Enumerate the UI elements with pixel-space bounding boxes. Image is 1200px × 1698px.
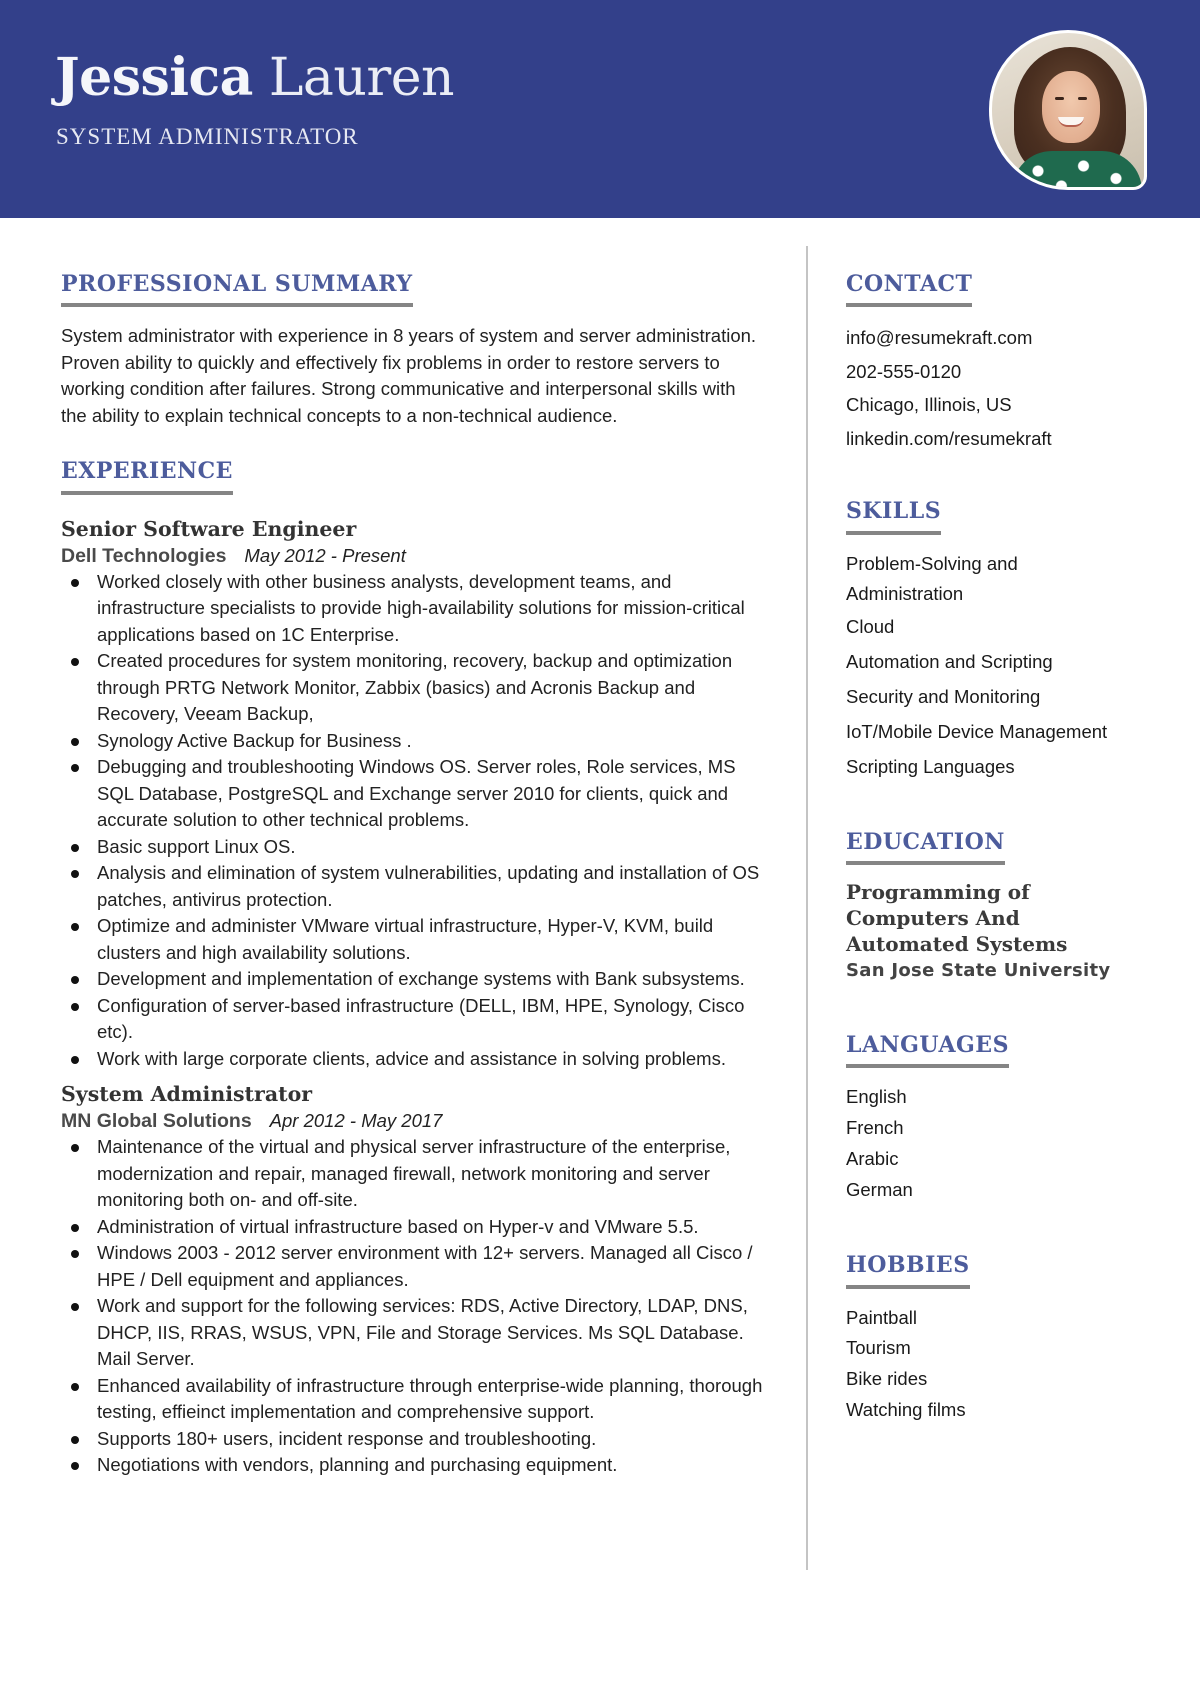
contact-heading: CONTACT: [846, 272, 972, 307]
bullet-item: Basic support Linux OS.: [61, 834, 773, 861]
skill-item: Cloud: [846, 615, 895, 637]
job-bullets: [61, 1134, 781, 1479]
education-heading: EDUCATION: [846, 830, 1005, 865]
bullet-item: Supports 180+ users, incident response and troubleshooting.: [61, 1426, 773, 1453]
hobby-item: Watching films: [846, 1399, 966, 1421]
education-degree: Programming of Computers And Automated Systems: [846, 879, 1068, 956]
bullet-item: Windows 2003 - 2012 server environment with 12+ servers. Managed all Cisco / HPE / Dell equipment and appliances.: [61, 1240, 773, 1293]
skill-item: Security and Monitoring: [846, 685, 1041, 707]
photo-face: [1042, 71, 1100, 143]
skill-item: Automation and Scripting: [846, 650, 1053, 672]
job-dates: Apr 2012 - May 2017: [269, 1110, 443, 1132]
job-company: MN Global Solutions: [61, 1110, 252, 1133]
job-entry-title: Senior Software Engineer: [61, 516, 357, 541]
language-item: French: [846, 1116, 904, 1138]
contact-email[interactable]: info@resumekraft.com: [846, 327, 1033, 349]
job-entry: [61, 515, 781, 1073]
hobbies-section: [846, 1205, 1176, 1425]
bullet-item: Worked closely with other business analysts, development teams, and infrastructure specialists to provide high-availability solutions for mission-critical applications based on 1C Enterprise.: [61, 569, 773, 649]
bullet-item: Maintenance of the virtual and physical server infrastructure of the enterprise, modernization and repair, managed firewall, network monitoring and server monitoring both on- and off-site.: [61, 1134, 773, 1214]
education-section: [846, 784, 1176, 985]
hobby-item: Bike rides: [846, 1368, 928, 1390]
bullet-item: Debugging and troubleshooting Windows OS. Server roles, Role services, MS SQL Database, PostgreSQL and Exchange server 2010 for clients, quick and accurate solution to other technical problems.: [61, 754, 773, 834]
summary-heading: PROFESSIONAL SUMMARY: [61, 272, 413, 307]
languages-list: [846, 1082, 1176, 1205]
summary-text: System administrator with experience in 8 years of system and server administration. Proven ability to quickly and effectively fix problems in order to restore servers to working condition after failures. Strong communicative and interpersonal skills with the ability to explain technical concepts to a non-technical audience.: [61, 325, 757, 426]
education-school: San Jose State University: [846, 959, 1111, 981]
hobby-item: Paintball: [846, 1306, 917, 1328]
sidebar: [846, 272, 1176, 1426]
skill-item: Problem-Solving and Administration: [846, 552, 1018, 604]
photo-eye-right: [1078, 97, 1087, 100]
skills-list: [846, 549, 1176, 784]
bullet-item: Negotiations with vendors, planning and purchasing equipment.: [61, 1452, 773, 1479]
languages-section: [846, 985, 1176, 1205]
bullet-item: Synology Active Backup for Business .: [61, 728, 773, 755]
job-entry-title: System Administrator: [61, 1082, 313, 1107]
bullet-item: Work with large corporate clients, advice and assistance in solving problems.: [61, 1046, 773, 1073]
header-banner: [0, 0, 1200, 218]
bullet-item: Development and implementation of exchange systems with Bank subsystems.: [61, 966, 773, 993]
bullet-item: Optimize and administer VMware virtual infrastructure, Hyper-V, KVM, build clusters and high availability solutions.: [61, 913, 773, 966]
bullet-item: Configuration of server-based infrastructure (DELL, IBM, HPE, Synology, Cisco etc).: [61, 993, 773, 1046]
job-dates: May 2012 - Present: [244, 544, 406, 566]
job-entry: [61, 1080, 781, 1479]
skill-item: Scripting Languages: [846, 755, 1015, 777]
candidate-name: [55, 47, 455, 108]
hobbies-list: [846, 1303, 1176, 1426]
bullet-item: Analysis and elimination of system vulnerabilities, updating and installation of OS patches, antivirus protection.: [61, 860, 773, 913]
contact-section: [846, 272, 1176, 455]
job-bullets: [61, 569, 781, 1073]
first-name: Jessica: [55, 47, 253, 108]
experience-heading: EXPERIENCE: [61, 459, 233, 494]
contact-linkedin[interactable]: linkedin.com/resumekraft: [846, 427, 1052, 449]
photo-eye-left: [1055, 97, 1064, 100]
job-entry-meta: [61, 543, 781, 569]
skills-heading: SKILLS: [846, 499, 941, 534]
contact-list: [846, 321, 1176, 455]
skills-section: [846, 455, 1176, 783]
main-column: [61, 272, 781, 1479]
last-name: Lauren: [268, 48, 455, 108]
job-company: Dell Technologies: [61, 544, 227, 567]
languages-heading: LANGUAGES: [846, 1033, 1009, 1068]
language-item: English: [846, 1086, 907, 1108]
contact-location: Chicago, Illinois, US: [846, 394, 1012, 416]
job-entry-meta: [61, 1108, 781, 1134]
skill-item: IoT/Mobile Device Management: [846, 720, 1108, 742]
bullet-item: Enhanced availability of infrastructure through enterprise-wide planning, thorough testing, effieinct implementation and comprehensive support.: [61, 1373, 773, 1426]
bullet-item: Work and support for the following services: RDS, Active Directory, LDAP, DNS, DHCP, IIS, RRAS, WSUS, VPN, File and Storage Services. Ms SQL Database. Mail Server.: [61, 1293, 773, 1373]
hobbies-heading: HOBBIES: [846, 1253, 970, 1288]
language-item: German: [846, 1178, 913, 1200]
bullet-item: Administration of virtual infrastructure based on Hyper-v and VMware 5.5.: [61, 1214, 773, 1241]
profile-photo: [989, 30, 1147, 190]
job-title: SYSTEM ADMINISTRATOR: [56, 124, 359, 149]
column-divider: [806, 246, 808, 1570]
bullet-item: Created procedures for system monitoring, recovery, backup and optimization through PRTG Network Monitor, Zabbix (basics) and Acronis Backup and Recovery, Veeam Backup,: [61, 648, 773, 728]
language-item: Arabic: [846, 1147, 899, 1169]
photo-shirt: [1012, 151, 1142, 190]
contact-phone[interactable]: 202-555-0120: [846, 360, 962, 382]
hobby-item: Tourism: [846, 1337, 911, 1359]
